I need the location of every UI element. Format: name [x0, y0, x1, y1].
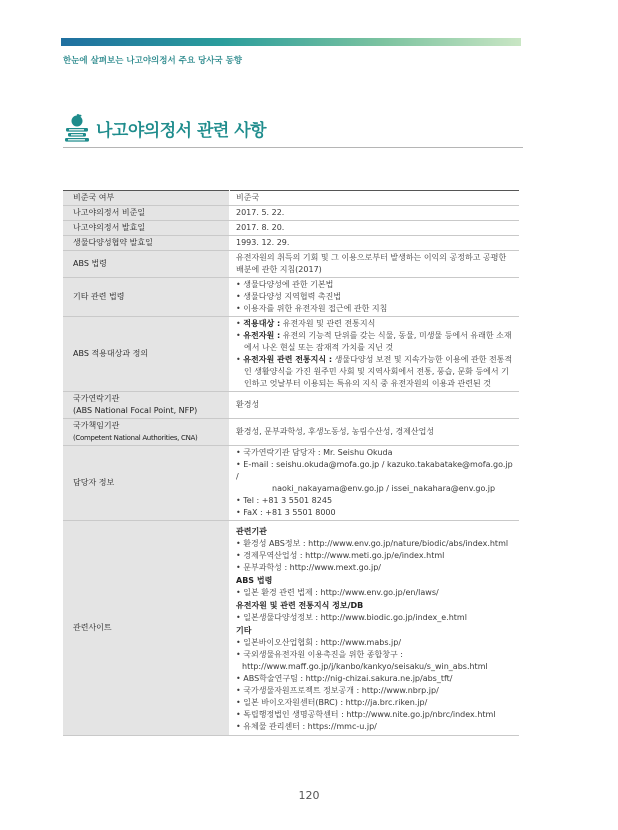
list-item: • 국가생물자원프로젝트 정보공개 : http://www.nbrp.jp/ — [236, 686, 439, 695]
row-label: 생물다양성협약 발효일 — [63, 236, 230, 251]
row-value: 환경성 — [230, 392, 520, 419]
section-title: 나고야의정서 관련 사항 — [96, 120, 267, 141]
table-row — [63, 206, 519, 221]
sub-heading: 관련기관 — [236, 527, 267, 536]
list-item: • 국가연락기관 담당자 : Mr. Seishu Okuda — [236, 448, 393, 457]
list-item: • 유전자원 관련 전통지식 : 생물다양성 보전 및 지속가능한 이용에 관한 전통적인 생활양식을 가진 원주민 사회 및 지역사회에서 전통, 풍습, 문화 등에서 기인하고 엇날부터 이용되는 특유의 지식 중 유전자원의 이용과 관련된 것 — [236, 355, 513, 388]
row-value: 비준국 — [230, 191, 520, 206]
list-item: • 유전자원 : 유전의 기능적 단위를 갖는 식물, 동물, 미생물 등에서 유래한 소재에서 나온 현실 또는 잠재적 가치를 지닌 것 — [236, 331, 512, 352]
row-value — [230, 317, 520, 392]
list-item: • 독립행정법인 생명공학센터 : http://www.nite.go.jp/nbrc/index.html — [236, 710, 496, 719]
row-value — [230, 521, 520, 736]
table-row — [63, 221, 519, 236]
row-value: 2017. 8. 20. — [230, 221, 520, 236]
row-label: 나고야의정서 비준일 — [63, 206, 230, 221]
row-label: 나고야의정서 발효일 — [63, 221, 230, 236]
table-row — [63, 278, 519, 317]
row-label: 기타 관련 법령 — [63, 278, 230, 317]
sub-heading: 유전자원 및 관련 전통지식 정보/DB — [236, 601, 364, 610]
list-item: • 일본 바이오자원센터(BRC) : http://ja.brc.riken.jp/ — [236, 698, 428, 707]
row-label: ABS 법령 — [63, 251, 230, 278]
list-item: • Tel : +81 3 5501 8245 — [236, 496, 333, 505]
sub-heading: 기타 — [236, 626, 252, 635]
row-label: 관련사이트 — [63, 521, 230, 736]
row-label: 비준국 여부 — [63, 191, 230, 206]
section-title-row — [64, 114, 266, 142]
list-item: • 일본바이오산업협회 : http://www.mabs.jp/ — [236, 638, 402, 647]
list-item: • 경제무역산업성 : http://www.meti.go.jp/e/index.html — [236, 551, 445, 560]
list-item: • 생물다양성 지역협력 촉진법 — [236, 292, 342, 301]
table-row — [63, 392, 519, 419]
row-value — [230, 446, 520, 521]
row-label: ABS 적용대상과 정의 — [63, 317, 230, 392]
row-value: 환경성, 문부과학성, 후생노동성, 농림수산성, 경제산업성 — [230, 419, 520, 446]
row-value: 2017. 5. 22. — [230, 206, 520, 221]
list-item: • ABS학술연구팀 : http://nig-chizai.sakura.ne.jp/abs_tft/ — [236, 674, 453, 683]
row-label: 국가연락기관 (ABS National Focal Point, NFP) — [63, 392, 230, 419]
table-row — [63, 236, 519, 251]
list-item: • 유체물 관리센터 : https://mmc-u.jp/ — [236, 722, 377, 731]
title-divider — [63, 147, 523, 148]
row-value: 유전자원의 취득의 기회 및 그 이용으로부터 발생하는 이익의 공정하고 공평한 배분에 관한 지침(2017) — [230, 251, 520, 278]
list-item: naoki_nakayama@env.go.jp / issei_nakahara@env.go.jp — [272, 484, 496, 493]
table-row — [63, 521, 519, 736]
list-item: • FaX : +81 3 5501 8000 — [236, 508, 336, 517]
list-item: • E-mail : seishu.okuda@mofa.go.jp / kazuko.takabatake@mofa.go.jp / — [236, 460, 513, 481]
list-item: http://www.maff.go.jp/j/kanbo/kankyo/seisaku/s_win_abs.html — [242, 662, 488, 671]
page-number: 120 — [298, 789, 320, 802]
list-item: • 국외생물유전자원 이용촉진을 위한 종합창구 : — [236, 650, 403, 659]
list-item: • 환경성 ABS정보 : http://www.env.go.jp/nature/biodic/abs/index.html — [236, 539, 509, 548]
table-row — [63, 419, 519, 446]
list-item: • 생물다양성에 관한 기본법 — [236, 280, 334, 289]
info-table — [63, 190, 519, 736]
running-header: 한눈에 살펴보는 나고야의정서 주요 당사국 동향 — [63, 56, 243, 66]
list-item: • 이용자를 위한 유전자원 접근에 관한 지침 — [236, 304, 388, 313]
row-value: 1993. 12. 29. — [230, 236, 520, 251]
books-apple-icon — [64, 114, 90, 142]
list-item: • 적용대상 : 유전자원 및 관련 전통지식 — [236, 319, 376, 328]
table-row — [63, 191, 519, 206]
row-label: 담당자 정보 — [63, 446, 230, 521]
list-item: • 일본 환경 관련 법제 : http://www.env.go.jp/en/laws/ — [236, 588, 439, 597]
list-item: • 일본생물다양성정보 : http://www.biodic.go.jp/index_e.html — [236, 613, 467, 622]
list-item: • 문부과학성 : http://www.mext.go.jp/ — [236, 563, 381, 572]
row-value — [230, 278, 520, 317]
row-label: 국가책임기관 (Competent National Authorities, CNA) — [63, 419, 230, 446]
table-row — [63, 446, 519, 521]
table-row — [63, 251, 519, 278]
sub-heading: ABS 법령 — [236, 576, 273, 585]
table-row — [63, 317, 519, 392]
header-color-bar — [61, 38, 521, 46]
